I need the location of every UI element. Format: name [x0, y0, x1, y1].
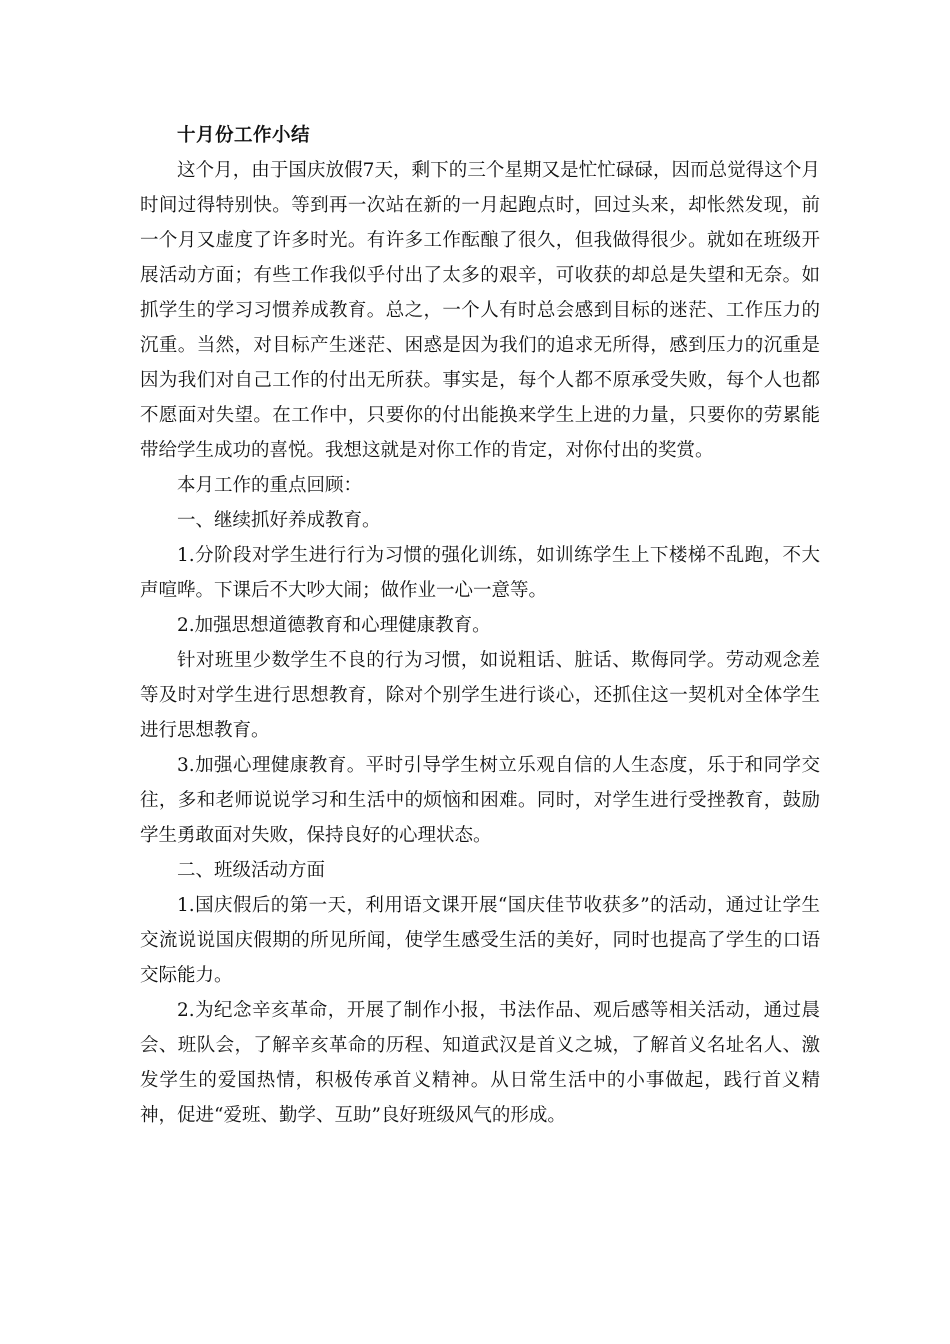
paragraph-item-1-3: 3.加强心理健康教育。平时引导学生树立乐观自信的人生态度，乐于和同学交往，多和老师说说学习和生活中的烦恼和困难。同时，对学生进行受挫教育，鼓励学生勇敢面对失败，保持良好的心理状态。	[140, 755, 820, 846]
paragraph-item-2-1: 1.国庆假后的第一天，利用语文课开展“国庆佳节收获多”的活动，通过让学生交流说说国庆假期的所见所闻，使学生感受生活的美好，同时也提高了学生的口语交际能力。	[140, 895, 820, 986]
paragraph-intro: 这个月，由于国庆放假7天，剩下的三个星期又是忙忙碌碌，因而总觉得这个月时间过得特别快。等到再一次站在新的一月起跑点时，回过头来，却怅然发现，前一个月又虚度了许多时光。有许多工作酝酿了很久，但我做得很少。就如在班级开展活动方面；有些工作我似乎付出了太多的艰辛，可收获的却总是失望和无奈。如抓学生的学习习惯养成教育。总之，一个人有时总会感到目标的迷茫、工作压力的沉重。当然，对目标产生迷茫、困惑是因为我们的追求无所得，感到压力的沉重是因为我们对自己工作的付出无所获。事实是，每个人都不原承受失败，每个人也都不愿面对失望。在工作中，只要你的付出能换来学生上进的力量，只要你的劳累能带给学生成功的喜悦。我想这就是对你工作的肯定，对你付出的奖赏。	[140, 160, 820, 461]
paragraph-review-heading: 本月工作的重点回顾：	[177, 475, 363, 496]
paragraph-moral-education: 针对班里少数学生不良的行为习惯，如说粗话、脏话、欺侮同学。劳动观念差等及时对学生进行思想教育，除对个别学生进行谈心，还抓住这一契机对全体学生进行思想教育。	[140, 650, 820, 741]
document-body	[140, 118, 820, 1133]
paragraph-item-1-1: 1.分阶段对学生进行行为习惯的强化训练，如训练学生上下楼梯不乱跑，不大声喧哗。下课后不大吵大闹；做作业一心一意等。	[140, 545, 820, 601]
document-title: 十月份工作小结	[177, 125, 311, 146]
paragraph-item-1-2: 2.加强思想道德教育和心理健康教育。	[177, 615, 491, 636]
section-heading-class-activities: 二、班级活动方面	[177, 860, 326, 881]
section-heading-habit-education: 一、继续抓好养成教育。	[177, 510, 381, 531]
paragraph-item-2-2: 2.为纪念辛亥革命，开展了制作小报，书法作品、观后感等相关活动，通过晨会、班队会，了解辛亥革命的历程、知道武汉是首义之城，了解首义名址名人、激发学生的爱国热情，积极传承首义精神。从日常生活中的小事做起，践行首义精神，促进“爱班、勤学、互助”良好班级风气的形成。	[140, 1000, 820, 1126]
